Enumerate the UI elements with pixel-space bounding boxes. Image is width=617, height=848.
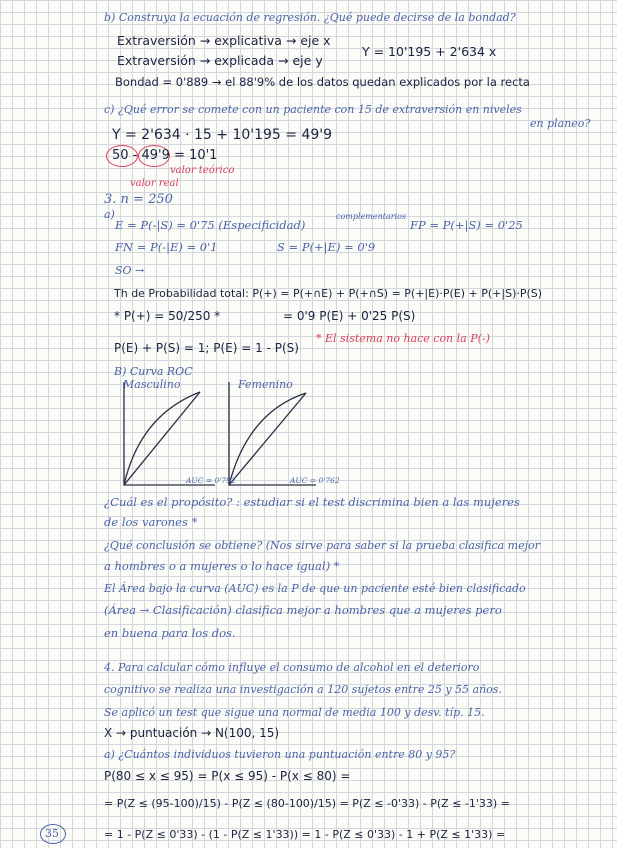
female-roc-diagonal [229, 393, 306, 485]
area-line-3: en buena para los dos. [104, 626, 236, 640]
fp-line: FP = P(+|S) = 0'25 [410, 218, 523, 232]
ex4-line-3: Se aplicó un test que sigue una normal de media 100 y desv. típ. 15. [104, 706, 485, 719]
auc-male: AUC = 0'792 [186, 476, 236, 485]
conclusion-line-2: a hombres o a mujeres o lo hace igual) * [104, 559, 340, 573]
conclusion-line-1: ¿Qué conclusión se obtiene? (Nos sirve para saber si la prueba clasifica mejor [104, 539, 540, 552]
section-b-heading: b) Construya la ecuación de regresión. ¿Qué puede decirse de la bondad? [104, 11, 516, 24]
purpose-line-1: ¿Cuál es el propósito? : estudiar si el test discrimina bien a las mujeres [104, 495, 520, 509]
ex4-line-4: X → puntuación → N(100, 15) [104, 726, 280, 740]
purpose-line-2: de los varones * [104, 515, 198, 529]
male-roc-axes [124, 382, 215, 485]
red-note: * El sistema no hace con la P(-) [316, 332, 490, 345]
part-a-label: a) [104, 208, 115, 221]
regression-equation: Y = 10'195 + 2'634 x [362, 44, 497, 59]
probability-line-2: = P(Z ≤ (95-100)/15) - P(Z ≤ (80-100)/15) = P(Z ≤ -0'33) - P(Z ≤ -1'33) = [104, 797, 510, 810]
section-c-heading: c) ¿Qué error se comete con un paciente con 15 de extraversión en niveles [104, 103, 522, 116]
area-line-1: El Área bajo la curva (AUC) es la P de que un paciente esté bien clasificado [104, 582, 526, 595]
female-label: Femenino [238, 378, 293, 391]
p-plus-calc: = 0'9 P(E) + 0'25 P(S) [283, 309, 416, 323]
roc-heading: B) Curva ROC [114, 365, 193, 378]
p-plus-line: * P(+) = 50/250 * [114, 309, 221, 323]
error-calculation: 50 - 49'9 = 10'1 [112, 148, 218, 163]
male-roc-diagonal [124, 392, 200, 485]
total-probability-line: Th de Probabilidad total: P(+) = P(+∩E) + P(+∩S) = P(+|E)·P(E) + P(+|S)·P(S) [114, 287, 543, 300]
area-line-2: (Área → Clasificación) clasifica mejor a hombres que a mujeres pero [104, 603, 502, 617]
page-number: 35 [45, 827, 59, 840]
sum-line: P(E) + P(S) = 1; P(E) = 1 - P(S) [114, 341, 299, 355]
ex4-line-1: 4. Para calcular cómo influye el consumo de alcohol en el deterioro [104, 661, 480, 674]
so-line: SO → [115, 264, 145, 277]
ex4-line-2: cognitivo se realiza una investigación a 120 sujetos entre 25 y 55 años. [104, 683, 502, 696]
complementary-note: complementarios [336, 212, 407, 221]
valor-real-note: valor real [130, 178, 179, 189]
var-y-line: Extraversión → explicada → eje y [117, 53, 323, 68]
probability-line-3: = 1 - P(Z ≤ 0'33) - (1 - P(Z ≤ 1'33)) = 1 - P(Z ≤ 0'33) - 1 + P(Z ≤ 1'33) = [104, 828, 506, 841]
sensitivity-line: S = P(+|E) = 0'9 [277, 240, 376, 254]
question-a: a) ¿Cuántos individuos tuvieron una puntuación entre 80 y 95? [104, 748, 456, 761]
male-label: Masculino [123, 378, 181, 391]
specificity-line: E = P(-|S) = 0'75 (Especificidad) [115, 218, 306, 232]
bondad-line: Bondad = 0'889 → el 88'9% de los datos quedan explicados por la recta [115, 75, 530, 89]
fn-line: FN = P(-|E) = 0'1 [115, 240, 218, 254]
y-calculation: Y = 2'634 · 15 + 10'195 = 49'9 [112, 127, 333, 143]
probability-line-1: P(80 ≤ x ≤ 95) = P(x ≤ 95) - P(x ≤ 80) = [104, 769, 351, 783]
auc-female: AUC = 0'762 [290, 476, 340, 485]
exercise-3-heading: 3. n = 250 [104, 192, 173, 207]
section-c-heading-cont: en planeo? [530, 117, 591, 130]
var-x-line: Extraversión → explicativa → eje x [117, 33, 331, 48]
valor-teorico-note: valor teórico [170, 165, 235, 176]
